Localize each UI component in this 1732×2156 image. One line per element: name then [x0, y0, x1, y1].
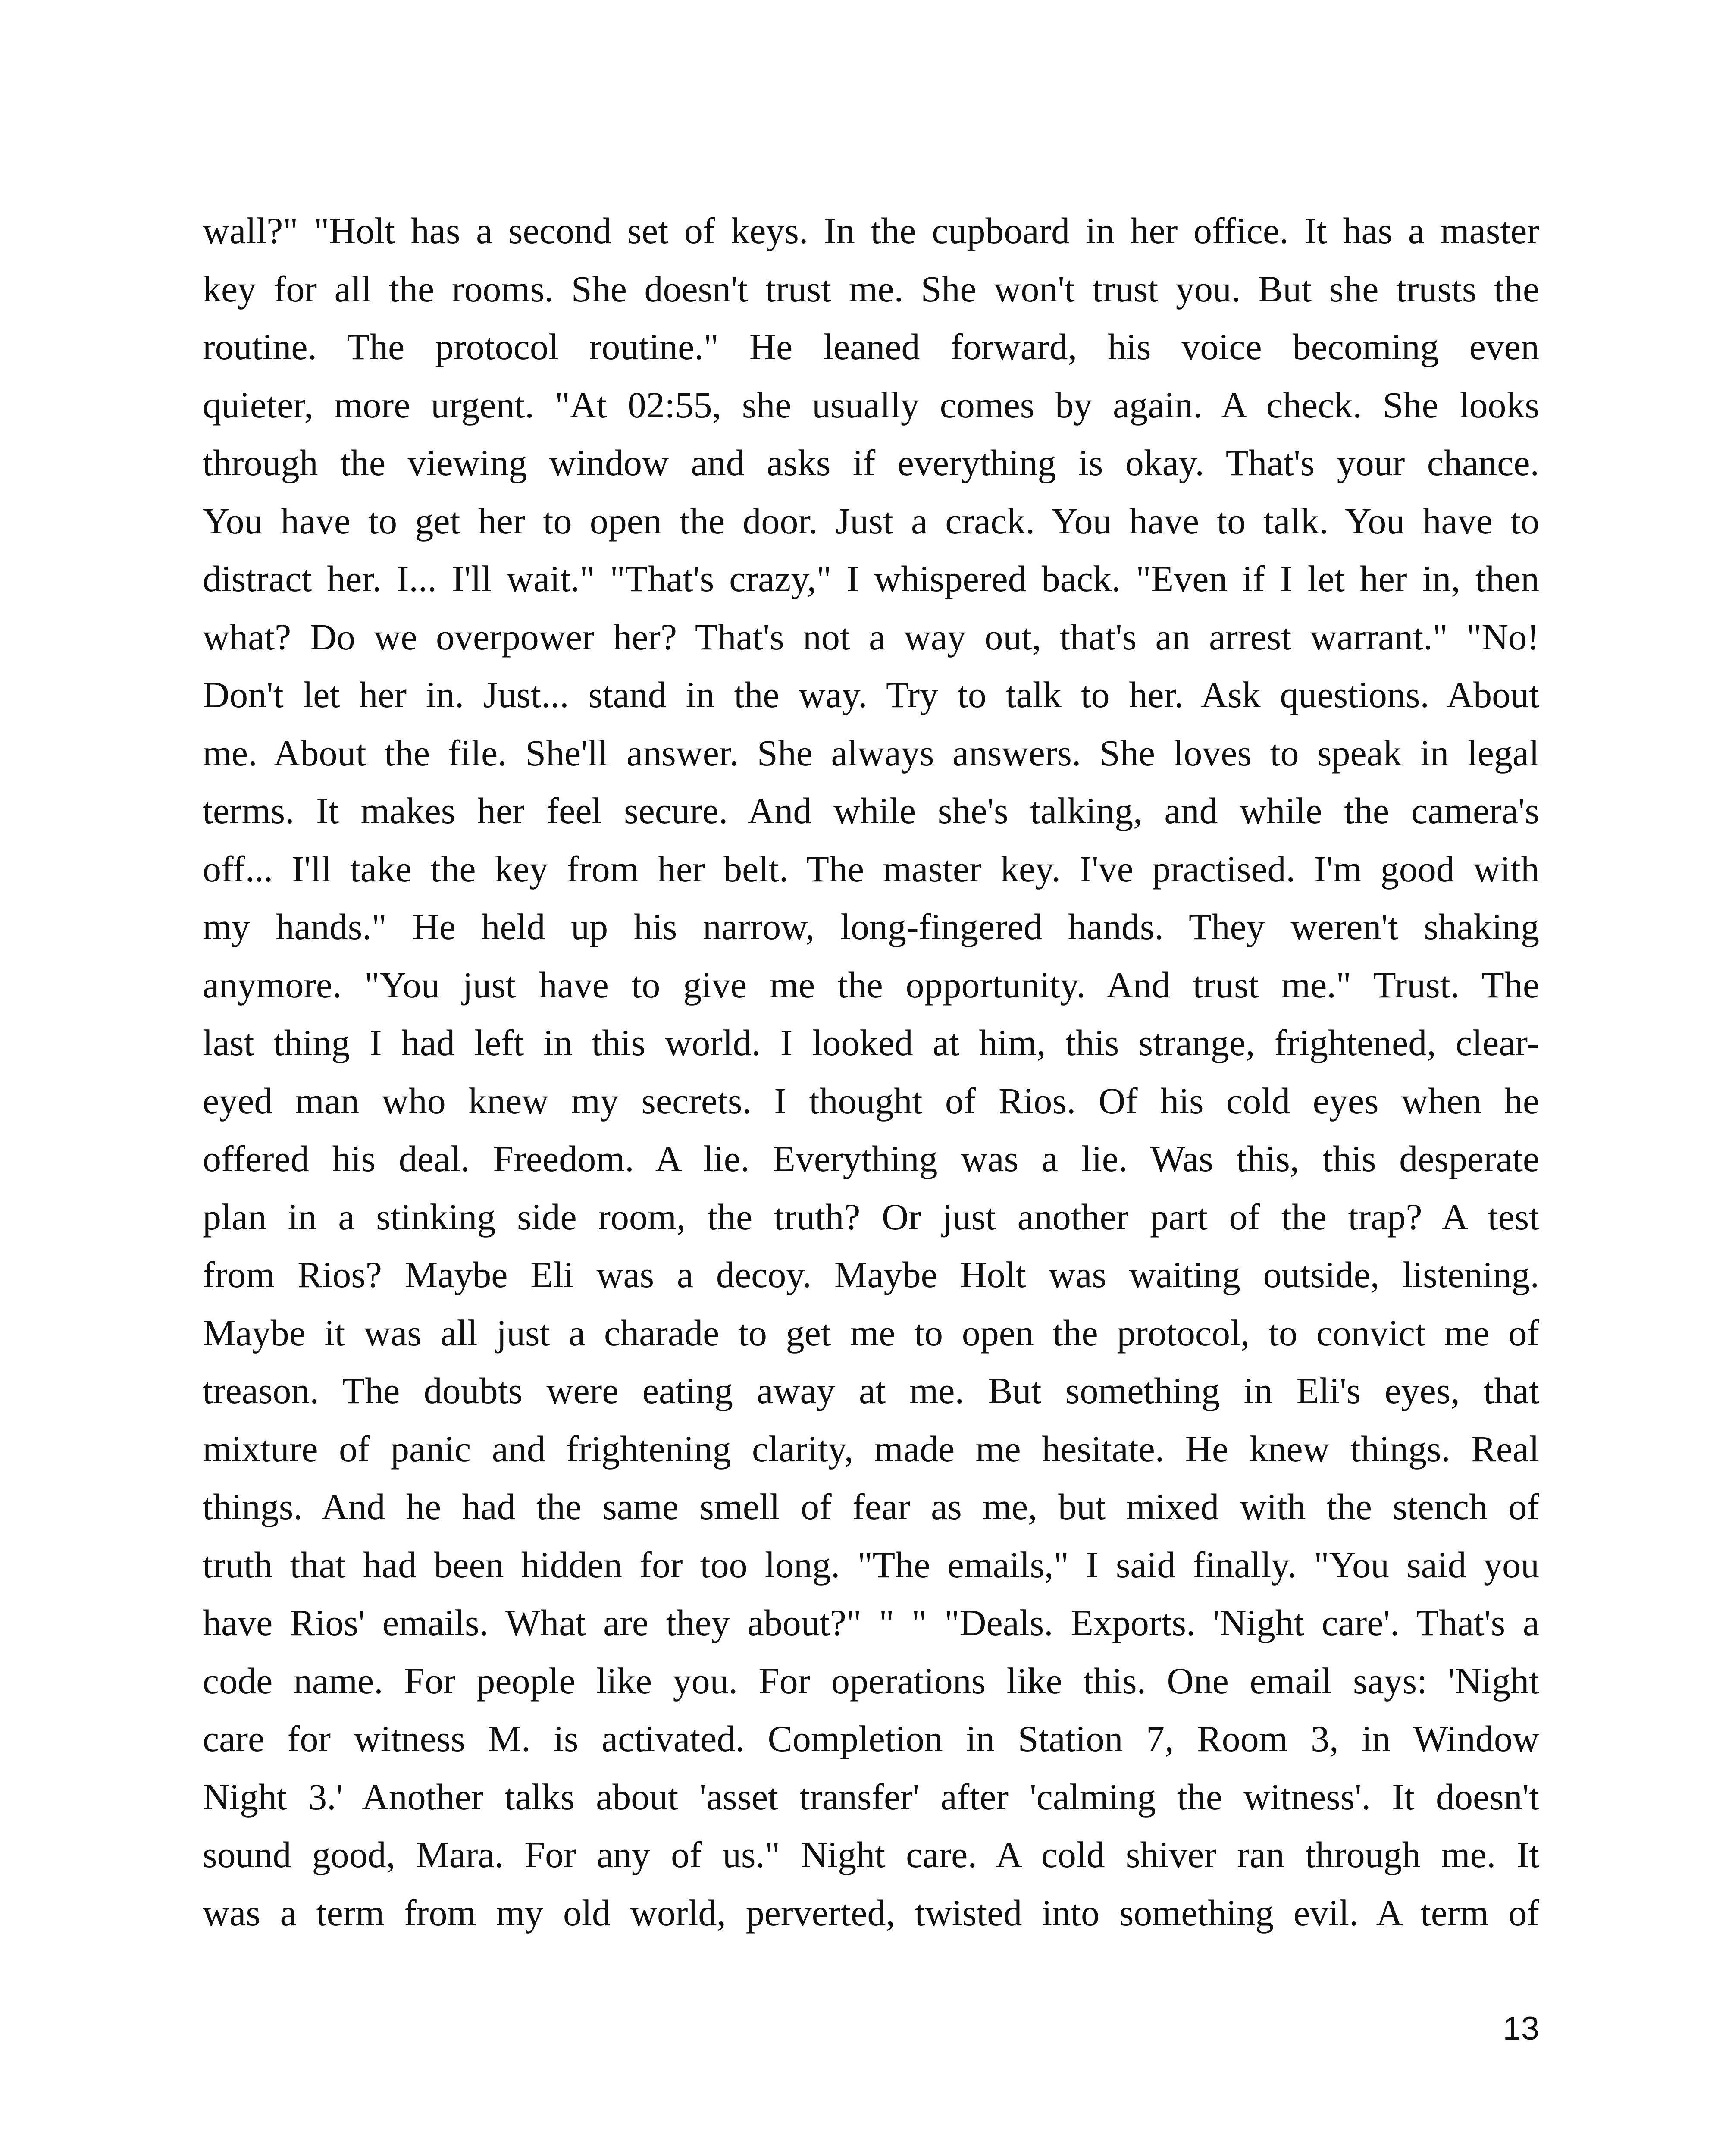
text-line: have Rios' emails. What are they about?" " " "Deals. Exports. 'Night care'. That's a	[203, 1602, 1539, 1643]
text-line: quieter, more urgent. "At 02:55, she usually comes by again. A check. She looks	[203, 384, 1539, 426]
text-line: plan in a stinking side room, the truth? Or just another part of the trap? A test	[203, 1196, 1539, 1238]
text-line: through the viewing window and asks if everything is okay. That's your chance.	[203, 442, 1539, 483]
text-line: Maybe it was all just a charade to get me to open the protocol, to convict me of	[203, 1312, 1539, 1354]
body-text	[203, 202, 1539, 1942]
text-line: routine. The protocol routine." He leaned forward, his voice becoming even	[203, 326, 1539, 367]
text-line: off... I'll take the key from her belt. The master key. I've practised. I'm good with	[203, 848, 1539, 890]
text-line: offered his deal. Freedom. A lie. Everything was a lie. Was this, this desperate	[203, 1138, 1539, 1179]
text-line: truth that had been hidden for too long. "The emails," I said finally. "You said you	[203, 1544, 1539, 1586]
text-line: my hands." He held up his narrow, long-fingered hands. They weren't shaking	[203, 906, 1539, 947]
text-line: treason. The doubts were eating away at me. But something in Eli's eyes, that	[203, 1370, 1539, 1411]
text-line: distract her. I... I'll wait." "That's crazy," I whispered back. "Even if I let her in, then	[203, 558, 1539, 599]
text-line: Don't let her in. Just... stand in the way. Try to talk to her. Ask questions. About	[203, 674, 1539, 715]
text-line: anymore. "You just have to give me the opportunity. And trust me." Trust. The	[203, 964, 1539, 1006]
text-line: me. About the file. She'll answer. She always answers. She loves to speak in legal	[203, 732, 1539, 774]
text-line: You have to get her to open the door. Just a crack. You have to talk. You have to	[203, 500, 1539, 542]
text-line: key for all the rooms. She doesn't trust me. She won't trust you. But she trusts the	[203, 268, 1539, 310]
text-line: last thing I had left in this world. I looked at him, this strange, frightened, clear-	[203, 1022, 1539, 1063]
text-line: was a term from my old world, perverted, twisted into something evil. A term of	[203, 1892, 1539, 1934]
text-line: eyed man who knew my secrets. I thought of Rios. Of his cold eyes when he	[203, 1080, 1539, 1122]
text-line: from Rios? Maybe Eli was a decoy. Maybe Holt was waiting outside, listening.	[203, 1254, 1539, 1295]
page-number: 13	[1503, 2010, 1539, 2047]
text-line: terms. It makes her feel secure. And while she's talking, and while the camera's	[203, 790, 1539, 831]
text-line: sound good, Mara. For any of us." Night care. A cold shiver ran through me. It	[203, 1834, 1539, 1875]
text-line: things. And he had the same smell of fear as me, but mixed with the stench of	[203, 1486, 1539, 1527]
text-line: what? Do we overpower her? That's not a way out, that's an arrest warrant." "No!	[203, 616, 1539, 658]
text-line: wall?" "Holt has a second set of keys. In the cupboard in her office. It has a master	[203, 210, 1539, 251]
text-line: code name. For people like you. For operations like this. One email says: 'Night	[203, 1660, 1539, 1702]
text-line: Night 3.' Another talks about 'asset transfer' after 'calming the witness'. It doesn't	[203, 1776, 1539, 1818]
text-line: mixture of panic and frightening clarity, made me hesitate. He knew things. Real	[203, 1428, 1539, 1470]
text-line: care for witness M. is activated. Completion in Station 7, Room 3, in Window	[203, 1718, 1539, 1759]
